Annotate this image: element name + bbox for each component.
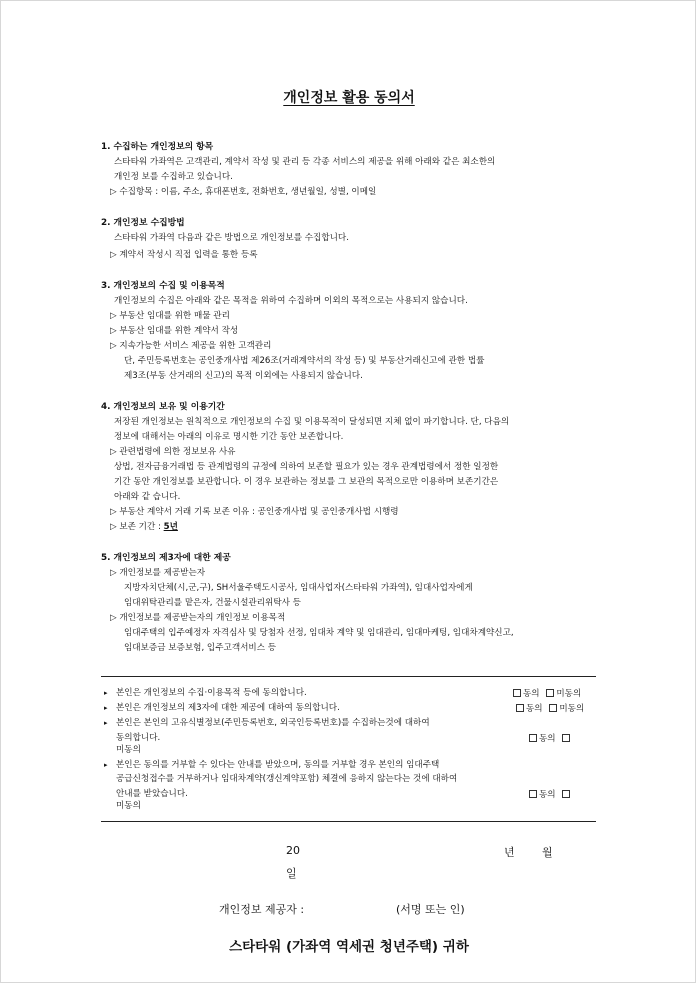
section-4-item: ▷ 관련법령에 의한 정보보유 사유 [110,447,236,457]
section-3-item: ▷ 부동산 임대를 위한 계약서 작성 [110,326,239,336]
consent-2-agree-checkbox[interactable] [516,704,524,712]
section-5-item: ▷ 개인정보를 제공받는자 [110,568,206,578]
section-2-item: ▷ 계약서 작성시 직접 입력을 통한 등록 [110,250,258,260]
consent-row-1: ▸ 본인은 개인정보의 수집·이용목적 등에 동의합니다. [104,688,307,698]
section-1-heading: 1. 수집하는 개인정보의 항목 [101,142,214,152]
section-4-heading: 4. 개인정보의 보유 및 이용기간 [101,402,225,412]
consent-row-3: ▸ 본인은 본인의 고유식별정보(주민등록번호, 외국인등록번호)를 수집하는것에 대하여 [104,718,430,728]
consent-4-agree-checkbox[interactable] [529,790,537,798]
section-4-item: ▷ 부동산 계약서 거래 기록 보존 이유 : 공인중개사법 및 공인중개사법 시행령 [110,507,399,517]
consent-4-disagree-label: 미동의 [116,801,141,811]
consent-top-rule [101,676,596,677]
section-2-heading: 2. 개인정보 수집방법 [101,218,185,228]
consent-1-agree-checkbox[interactable] [513,689,521,697]
section-5-text: 임대위탁관리를 맡은자, 건물시설관리위탁사 등 [124,598,301,608]
consent-row-4-cont: 공급신청접수를 거부하거나 임대차계약(갱신계약포함) 체결에 응하지 않는다는 것에 대하여 [116,774,458,784]
section-1-item: ▷ 수집항목 : 이름, 주소, 휴대폰번호, 전화번호, 생년월일, 성별, 이메일 [110,187,377,197]
date-year-label: 년 [504,846,515,859]
section-5-heading: 5. 개인정보의 제3자에 대한 제공 [101,553,231,563]
retention-period-value: 5년 [163,522,178,532]
consent-row-4-cont: 안내를 받았습니다. [116,789,188,799]
consent-3-disagree-label: 미동의 [116,745,141,755]
consent-3-agree-checkbox[interactable] [529,734,537,742]
consent-2-disagree-checkbox[interactable] [549,704,557,712]
document-title: 개인정보 활용 동의서 [283,90,415,106]
section-3-item: ▷ 지속가능한 서비스 제공을 위한 고객관리 [110,341,272,351]
recipient-footer: 스타타워 (가좌역 역세권 청년주택) 귀하 [229,939,469,955]
consent-3-options: 동의 [529,732,572,744]
date-year-prefix: 20 [286,844,300,857]
consent-2-options: 동의 미동의 [516,702,584,714]
consent-row-2: ▸ 본인은 개인정보의 제3자에 대한 제공에 대하여 동의합니다. [104,703,340,713]
section-3-text: 제3조(부동 산거래의 신고)의 목적 이외에는 사용되지 않습니다. [124,371,363,381]
section-5-text: 지방자치단체(시,군,구), SH서울주택도시공사, 임대사업자(스타타워 가좌역), 임대사업자에게 [124,583,473,593]
section-3-heading: 3. 개인정보의 수집 및 이용목적 [101,281,225,291]
consent-4-options: 동의 [529,788,572,800]
section-1-text: 스타타워 가좌역은 고객관리, 계약서 작성 및 관리 등 각종 서비스의 제공을 위해 아래와 같은 최소한의 [114,157,496,167]
consent-1-disagree-checkbox[interactable] [546,689,554,697]
section-5-item: ▷ 개인정보를 제공받는자의 개인정보 이용목적 [110,613,286,623]
section-4-text: 정보에 대해서는 아래의 이유로 명시한 기간 동안 보존합니다. [114,432,344,442]
consent-3-disagree-checkbox[interactable] [562,734,570,742]
date-day-label: 일 [286,867,297,880]
consent-1-options: 동의 미동의 [513,687,581,699]
section-4-text: 상법, 전자금융거래법 등 관계법령의 규정에 의하여 보존할 필요가 있는 경우 관계법령에서 정한 일정한 [114,462,499,472]
section-3-text: 단, 주민등록번호는 공인중개사법 제26조(거래계약서의 작성 등) 및 부동산거래신고에 관한 법률 [124,356,485,366]
section-4-text: 기간 동안 개인정보를 보관합니다. 이 경우 보관하는 정보를 그 보관의 목적으로만 이용하며 보존기간은 [114,477,499,487]
section-5-text: 임대보증금 보증보험, 입주고객서비스 등 [124,643,277,653]
signer-label: 개인정보 제공자 : [219,903,305,916]
date-month-label: 월 [542,846,553,859]
consent-row-4: ▸ 본인은 동의를 거부할 수 있다는 안내를 받았으며, 동의를 거부할 경우 본인의 임대주택 [104,760,440,770]
retention-period: ▷ 보존 기간 : 5년 [110,522,178,532]
section-4-text: 저장된 개인정보는 원칙적으로 개인정보의 수집 및 이용목적이 달성되면 지체 없이 파기합니다. 단, 다음의 [114,417,510,427]
section-1-text: 개인정 보를 수집하고 있습니다. [114,172,233,182]
section-3-item: ▷ 부동산 임대를 위한 매물 관리 [110,311,230,321]
consent-bottom-rule [101,821,596,822]
consent-4-disagree-checkbox[interactable] [562,790,570,798]
section-4-text: 아래와 같 습니다. [114,492,181,502]
section-3-text: 개인정보의 수집은 아래와 같은 목적을 위하여 수집하며 이외의 목적으로는 사용되지 않습니다. [114,296,468,306]
section-2-text: 스타타워 가좌역 다음과 같은 방법으로 개인정보를 수집합니다. [114,233,349,243]
consent-row-3-cont: 동의합니다. [116,733,161,743]
section-5-text: 임대주택의 입주예정자 자격심사 및 당첨자 선정, 임대차 계약 및 임대관리, 임대마케팅, 임대차계약신고, [124,628,514,638]
signature-field[interactable]: (서명 또는 인) [396,903,465,916]
